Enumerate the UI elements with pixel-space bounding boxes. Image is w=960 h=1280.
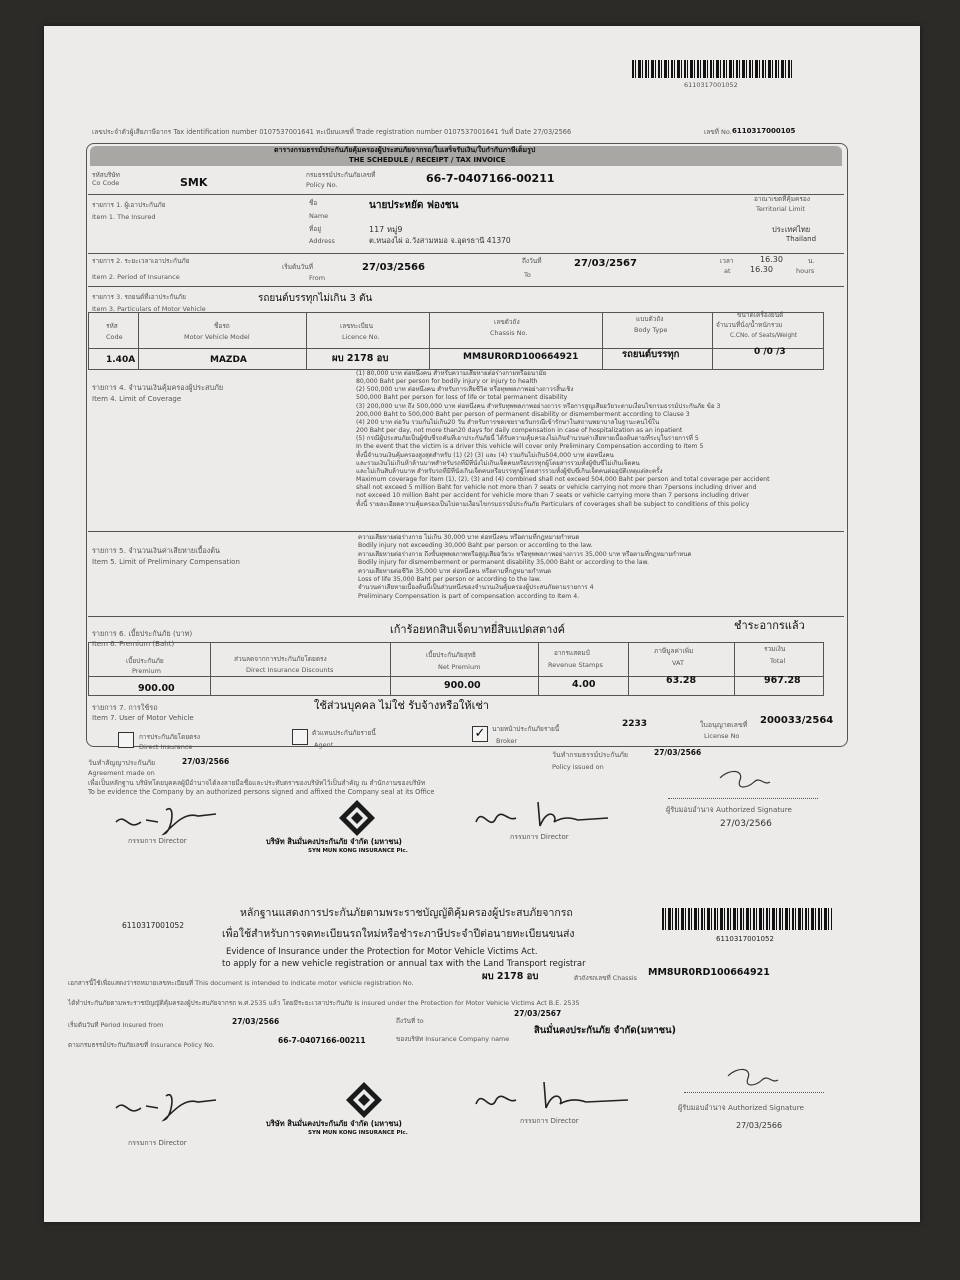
territorial-label-en: Territorial Limit xyxy=(756,205,805,213)
co-code-label-en: Co Code xyxy=(92,179,120,187)
vehicle-desc: รถยนต์บรรทุกไม่เกิน 3 ตัน xyxy=(258,293,373,304)
vehicle-code: 1.40A xyxy=(106,355,136,365)
slip-title-en1: Evidence of Insurance under the Protection for Motor Vehicle Victims Act. xyxy=(226,947,538,957)
vehicle-use: ใช้ส่วนบุคคล ไม่ใช่ รับจ้างหรือให้เช่า xyxy=(314,699,489,712)
vh-cc-en: จำนวนที่นั่ง/น้ำหนักรวม xyxy=(716,321,783,329)
item6-label-th: รายการ 6. เบี้ยประกันภัย (บาท) xyxy=(92,629,193,638)
director-signature-2 xyxy=(468,792,618,838)
license-label-en: License No xyxy=(704,732,740,740)
slip-policy-no: 66-7-0407166-00211 xyxy=(278,1036,366,1045)
col-divider xyxy=(628,642,629,696)
vh-model-en: Motor Vehicle Model xyxy=(184,333,250,341)
slip-title-th2: เพื่อใช้สำหรับการจดทะเบียนรถใหม่หรือชำระภาษีประจำปีต่อนายทะเบียนขนส่ง xyxy=(222,928,575,940)
territory-th: ประเทศไทย xyxy=(772,225,811,234)
time-label-en: at xyxy=(724,267,731,275)
vehicle-cc: 0 /0 /3 xyxy=(754,347,786,357)
insured-name: นายประหยัด ฟองชน xyxy=(369,200,459,211)
vh-cc-th: ขนาดเครื่องยนต์ xyxy=(737,311,784,319)
name-label-en: Name xyxy=(309,212,329,220)
slip-company: สินมั่นคงประกันภัย จำกัด(มหาชน) xyxy=(534,1025,676,1036)
from-label-en: From xyxy=(309,274,326,282)
slip-title-th1: หลักฐานแสดงการประกันภัยตามพระราชบัญญัติคุ้มครองผู้ประสบภัยจากรถ xyxy=(240,907,573,919)
ph-premium-en: Premium xyxy=(132,667,161,675)
to-label-en: To xyxy=(524,271,531,279)
slip-to-label: ถึงวันที่ to xyxy=(396,1017,424,1025)
slip-company-label: ของบริษัท Insurance Company name xyxy=(396,1035,510,1043)
slip-chassis: MM8UR0RD100664921 xyxy=(648,967,770,978)
authorized-date-1: 27/03/2566 xyxy=(720,819,772,829)
rule xyxy=(88,531,844,532)
evidence-en: To be evidence the Company by an authorized persons signed and affixed the Company seal at its Office xyxy=(88,788,435,796)
company-name-en-2: SYN MUN KONG INSURANCE Plc. xyxy=(308,1130,408,1136)
col-divider xyxy=(538,642,539,696)
time-to: 16.30 xyxy=(750,265,773,274)
ph-discount-th: ส่วนลดจากการประกันภัยโดยตรง xyxy=(234,655,327,663)
from-label-th: เริ่มต้นวันที่ xyxy=(282,263,314,271)
authorized-signature-1 xyxy=(714,764,774,794)
premium-words: เก้าร้อยหกสิบเจ็ดบาทยี่สิบแปดสตางค์ xyxy=(390,623,566,636)
tax-id-line: เลขประจำตัวผู้เสียภาษีอากร Tax identification number 0107537001641 ทะเบียนเลขที่ Trade registration number 0107537001641 วันที่ Date 27/03/2566 xyxy=(92,128,572,136)
channel-direct-th: การประกันภัยโดยตรง xyxy=(139,733,201,741)
document-page xyxy=(44,26,920,1222)
authorized-label-1: ผู้รับมอบอำนาจ Authorized Signature xyxy=(666,805,792,814)
vh-chassis-en: Chassis No. xyxy=(490,329,528,337)
item4-label-en: Item 4. Limit of Coverage xyxy=(92,395,182,403)
vh-model-th: ชื่อรถ xyxy=(214,322,230,330)
policy-no-label-en: Policy No. xyxy=(306,181,338,189)
item2-label-en: Item 2. Period of Insurance xyxy=(92,273,180,281)
ph-premium-th: เบี้ยประกันภัย xyxy=(126,657,164,665)
issued-label-en: Policy issued on xyxy=(552,763,604,771)
col-divider xyxy=(602,312,603,370)
item7-label-en: Item 7. User of Motor Vehicle xyxy=(92,714,194,722)
vehicle-body: รถยนต์บรรทุก xyxy=(622,349,680,360)
invoice-no-label: เลขที่ No. xyxy=(704,128,732,136)
slip-reg-no: ผบ 2178 อบ xyxy=(482,971,539,982)
license-no: 200033/2564 xyxy=(760,715,834,726)
vh-code-th: รหัส xyxy=(106,322,118,330)
ph-stamps-en: Revenue Stamps xyxy=(548,661,603,669)
net-premium-value: 900.00 xyxy=(444,680,481,691)
slip-director-signature-2 xyxy=(468,1074,638,1120)
slip-to: 27/03/2567 xyxy=(514,1009,562,1018)
channel-direct-en: Direct Insurance xyxy=(139,743,193,751)
issued-date: 27/03/2566 xyxy=(654,748,702,757)
slip-authorized-signature xyxy=(722,1062,782,1092)
invoice-no: 6110317000105 xyxy=(732,127,796,135)
col-divider xyxy=(429,312,430,370)
agent-checkbox[interactable] xyxy=(292,729,308,745)
policy-no-label-th: กรมธรรม์ประกันภัยเลขที่ xyxy=(306,171,376,179)
vh-licence-th: เลขทะเบียน xyxy=(340,322,374,330)
time-label-th: เวลา xyxy=(720,257,734,265)
broker-code: 2233 xyxy=(622,719,648,729)
rule xyxy=(88,286,844,287)
license-label-th: ใบอนุญาตเลขที่ xyxy=(700,721,748,729)
direct-insurance-checkbox[interactable] xyxy=(118,732,134,748)
stamps-value: 4.00 xyxy=(572,679,596,690)
col-divider xyxy=(210,642,211,696)
slip-from: 27/03/2566 xyxy=(232,1017,280,1026)
slip-from-label: เริ่มต้นวันที่ Period Insured from xyxy=(68,1021,164,1029)
channel-agent-en: Agent xyxy=(314,741,334,749)
address-line2: ต.หนองไผ่ อ.วังสามหมอ จ.อุดรธานี 41370 xyxy=(369,236,511,245)
ph-total-en: Total xyxy=(770,657,786,665)
stamp-paid: ชำระอากรแล้ว xyxy=(734,619,805,632)
company-seal-1 xyxy=(337,798,377,838)
preliminary-text: ความเสียหายต่อร่างกาย ไม่เกิน 30,000 บาท ต่อหนึ่งคน หรือตามที่กฎหมายกำหนด Bodily injury not exceeding 30,000 Baht per person or according to the law. ความเสียหายต่อร่างกาย ถึงขั้นทุพพลภาพหรือสูญเสียอวัยวะ หรือทุพพลภาพอย่างถาวร 35,000 บาท หรือตามที่กฎหมายกำหนด Bodily injury for dismemberment or permanent disability 35,000 Baht or according to the law. ความเสียหายต่อชีวิต 35,000 บาท ต่อหนึ่งคน หรือตามที่กฎหมายกำหนด Loss of life 35,000 Baht per person or according to the law. จำนวนค่าเสียหายเบื้องต้นนี้เป็นส่วนหนึ่งของจำนวนเงินคุ้มครองผู้ประสบภัยตามรายการ 4 Preliminary Compensation is part of compensation according to Item 4. xyxy=(358,534,692,600)
vehicle-model: MAZDA xyxy=(210,355,247,365)
col-divider xyxy=(712,312,713,370)
ph-total-th: รวมเงิน xyxy=(764,645,786,653)
vehicle-table xyxy=(88,312,824,370)
co-code: SMK xyxy=(180,176,208,189)
slip-authorized-date: 27/03/2566 xyxy=(736,1121,783,1130)
ph-net-en: Net Premium xyxy=(438,663,481,671)
col-divider xyxy=(390,642,391,696)
time-from: 16.30 xyxy=(760,255,783,264)
territory-en: Thailand xyxy=(786,235,817,243)
vh-licence-en: Licence No. xyxy=(342,333,380,341)
to-label-th: ถึงวันที่ xyxy=(522,257,542,265)
evidence-th: เพื่อเป็นหลักฐาน บริษัทโดยบุคคลผู้มีอำนาจได้ลงลายมือชื่อและประทับตราของบริษัทไว้เป็นสำคัญ ณ สำนักงานของบริษัท xyxy=(88,779,426,787)
slip-number-left: 6110317001052 xyxy=(122,921,185,930)
policy-no: 66-7-0407166-00211 xyxy=(426,172,555,185)
vehicle-chassis: MM8UR0RD100664921 xyxy=(463,352,579,362)
coverage-text: (1) 80,000 บาท ต่อหนึ่งคน สำหรับความเสียหายต่อร่างกายหรืออนามัย 80,000 Baht per person for bodily injury or injury to health (2) 500,000 บาท ต่อหนึ่งคน สำหรับการเสียชีวิต หรือทุพพลภาพอย่างถาวรสิ้นเชิง 500,000 Baht per person for loss of life or total permanent disability (3) 200,000 บาท ถึง 500,000 บาท ต่อหนึ่งคน สำหรับทุพพลภาพอย่างถาวร หรือการสูญเสียอวัยวะตามเงื่อนไขกรมธรรม์ประกันภัย ข้อ 3 200,000 Baht to 500,000 Baht per person of permanent disability or dismemberment according to Clause 3 (4) 200 บาท ต่อวัน รวมกันไม่เกิน20 วัน สำหรับการชดเชยรายวันกรณีเข้ารักษาในสถานพยาบาลในฐานะคนไข้ใน 200 Baht per day, not more than20 days for daily compensation in case of hospitalization as an inpatient (5) กรณีผู้ประสบภัยเป็นผู้ขับขี่รถคันที่เอาประกันภัยนี้ ได้รับความคุ้มครองไม่เกินจำนวนค่าเสียหายเบื้องต้นตามที่ระบุในรายการที่ 5 In the event that the victim is a driver this vehicle will cover only Preliminary Compensation according to Item 5 ทั้งนี้จำนวนเงินคุ้มครองสูงสุดสำหรับ (1) (2) (3) และ (4) รวมกันไม่เกิน504,000 บาท ต่อหนึ่งคน และรวมเงินไม่เกินห้าล้านบาทสำหรับรถที่มีที่นั่งไม่เกินเจ็ดคนหรือบรรทุกผู้โดยสารรวมทั้งผู้ขับขี่ไม่เกินเจ็ดคน และไม่เกินสิบล้านบาท สำหรับรถที่มีที่นั่งเกินเจ็ดคนหรือบรรทุกผู้โดยสารรวมทั้งผู้ขับขี่เกินเจ็ดคนต่ออุบัติเหตุแต่ละครั้ง Maximum coverage for item (1), (2), (3) and (4) combined shall not exceed 504,000 Baht per person and total coverage per accident shall not exceed 5 million Baht for vehicle not more than 7 seats or vehicle carrying not more than 7persons including driver and not exceed 10 million Baht per accident for vehicle more than 7 seats or vehicle carrying more than 7 persons including driver ทั้งนี้ รายละเอียดความคุ้มครองเป็นไปตามเงื่อนไขกรมธรรม์ประกันภัย Particulars of coverages shall be subject to conditions of this policy xyxy=(356,370,770,508)
slip-authorized-signature-line xyxy=(684,1092,824,1093)
rule xyxy=(88,616,844,617)
slip-chassis-label: ตัวถังรถเลขที่ Chassis xyxy=(574,974,637,982)
ph-discount-en: Direct Insurance Discounts xyxy=(246,666,334,674)
name-label-th: ชื่อ xyxy=(309,199,318,207)
item3-label-en: Item 3. Particulars of Motor Vehicle xyxy=(92,305,206,313)
col-divider xyxy=(138,312,139,370)
schedule-title-en: THE SCHEDULE / RECEIPT / TAX INVOICE xyxy=(349,156,506,164)
slip-line1: เอกสารนี้ใช้เพื่อแสดงว่ารถหมายเลขทะเบียนที่ This document is intended to indicate motor vehicle registration No. xyxy=(68,979,414,987)
total-value: 967.28 xyxy=(764,675,801,686)
director-signature-1 xyxy=(106,792,236,840)
channel-broker-th: นายหน้าประกันภัยรายนี้ xyxy=(492,725,560,733)
vehicle-licence: ผบ 2178 อบ xyxy=(332,353,389,364)
item1-label-th: รายการ 1. ผู้เอาประกันภัย xyxy=(92,201,166,209)
address-label-th: ที่อยู่ xyxy=(309,225,321,233)
top-barcode-number: 6110317001052 xyxy=(684,81,738,89)
rule xyxy=(88,676,824,677)
co-code-label-th: รหัสบริษัท xyxy=(92,171,120,179)
company-seal-2 xyxy=(344,1080,384,1120)
address-line1: 117 หมู่9 xyxy=(369,225,403,234)
channel-broker-en: Broker xyxy=(496,737,518,745)
hours-label-th: น. xyxy=(808,257,815,265)
slip-line2: ได้ทำประกันภัยตามพระราชบัญญัติคุ้มครองผู้ประสบภัยจากรถ พ.ศ.2535 แล้ว โดยมีระยะเวลาประกันภัย Is insured under the Protection for Motor Vehicle Victims Act B.E. 2535 xyxy=(68,999,580,1007)
company-name-th-1: บริษัท สินมั่นคงประกันภัย จำกัด (มหาชน) xyxy=(266,837,402,846)
vh-seat-weight: C.CNo. of Seats/Weight xyxy=(730,333,798,339)
item1-label-en: Item 1. The Insured xyxy=(92,213,156,221)
top-barcode xyxy=(632,60,794,78)
rule xyxy=(88,194,844,195)
rule xyxy=(88,253,844,254)
slip-authorized-label: ผู้รับมอบอำนาจ Authorized Signature xyxy=(678,1103,804,1112)
territorial-label-th: อาณาเขตที่คุ้มครอง xyxy=(754,195,810,203)
agreement-date: 27/03/2566 xyxy=(182,757,230,766)
vh-body-en: Body Type xyxy=(634,326,668,334)
channel-agent-th: ตัวแทนประกันภัยรายนี้ xyxy=(312,729,376,737)
vh-code-en: Code xyxy=(106,333,123,341)
vat-value: 63.28 xyxy=(666,675,697,686)
issued-label-th: วันทำกรมธรรม์ประกันภัย xyxy=(552,751,628,759)
slip-director-label-1: กรรมการ Director xyxy=(128,1139,187,1147)
premium-value: 900.00 xyxy=(138,683,175,694)
agreement-label-en: Agreement made on xyxy=(88,769,155,777)
col-divider xyxy=(734,642,735,696)
rule xyxy=(88,348,824,349)
slip-director-label-2: กรรมการ Director xyxy=(520,1117,579,1125)
period-from: 27/03/2566 xyxy=(362,262,425,273)
agreement-label-th: วันทำสัญญาประกันภัย xyxy=(88,759,156,767)
slip-barcode-number: 6110317001052 xyxy=(716,935,774,943)
vh-chassis-th: เลขตัวถัง xyxy=(494,318,520,326)
ph-vat-th: ภาษีมูลค่าเพิ่ม xyxy=(654,647,694,655)
broker-checkbox[interactable]: ✓ xyxy=(472,726,488,742)
hours-label-en: hours xyxy=(796,267,815,275)
slip-title-en2: to apply for a new vehicle registration or annual tax with the Land Transport registrar xyxy=(222,959,586,969)
authorized-signature-line-1 xyxy=(668,798,818,799)
schedule-title-th: ตารางกรมธรรม์ประกันภัยคุ้มครองผู้ประสบภัยจากรถ/ใบเสร็จรับเงิน/ใบกำกับภาษีเต็มรูป xyxy=(274,146,536,154)
ph-net-th: เบี้ยประกันภัยสุทธิ xyxy=(426,651,476,659)
item5-label-en: Item 5. Limit of Preliminary Compensation xyxy=(92,558,240,566)
director-label-2: กรรมการ Director xyxy=(510,833,569,841)
item5-label-th: รายการ 5. จำนวนเงินค่าเสียหายเบื้องต้น xyxy=(92,546,221,555)
item2-label-th: รายการ 2. ระยะเวลาเอาประกันภัย xyxy=(92,257,190,265)
slip-barcode xyxy=(662,908,832,930)
company-name-th-2: บริษัท สินมั่นคงประกันภัย จำกัด (มหาชน) xyxy=(266,1119,402,1128)
col-divider xyxy=(306,312,307,370)
item4-label-th: รายการ 4. จำนวนเงินคุ้มครองผู้ประสบภัย xyxy=(92,383,224,392)
slip-policy-label: ตามกรมธรรม์ประกันภัยเลขที่ Insurance Policy No. xyxy=(68,1041,215,1049)
item6-label-en: Item 6. Premium (Baht) xyxy=(92,640,175,648)
slip-director-signature-1 xyxy=(106,1078,236,1126)
ph-vat-en: VAT xyxy=(672,659,684,667)
ph-stamps-th: อากรแสตมป์ xyxy=(554,649,590,657)
company-name-en-1: SYN MUN KONG INSURANCE Plc. xyxy=(308,848,408,854)
address-label-en: Address xyxy=(309,237,335,245)
item7-label-th: รายการ 7. การใช้รถ xyxy=(92,703,158,712)
item3-label-th: รายการ 3. รถยนต์ที่เอาประกันภัย xyxy=(92,293,186,301)
vh-body-th: แบบตัวถัง xyxy=(636,315,664,323)
period-to: 27/03/2567 xyxy=(574,258,637,269)
director-label-1: กรรมการ Director xyxy=(128,837,187,845)
